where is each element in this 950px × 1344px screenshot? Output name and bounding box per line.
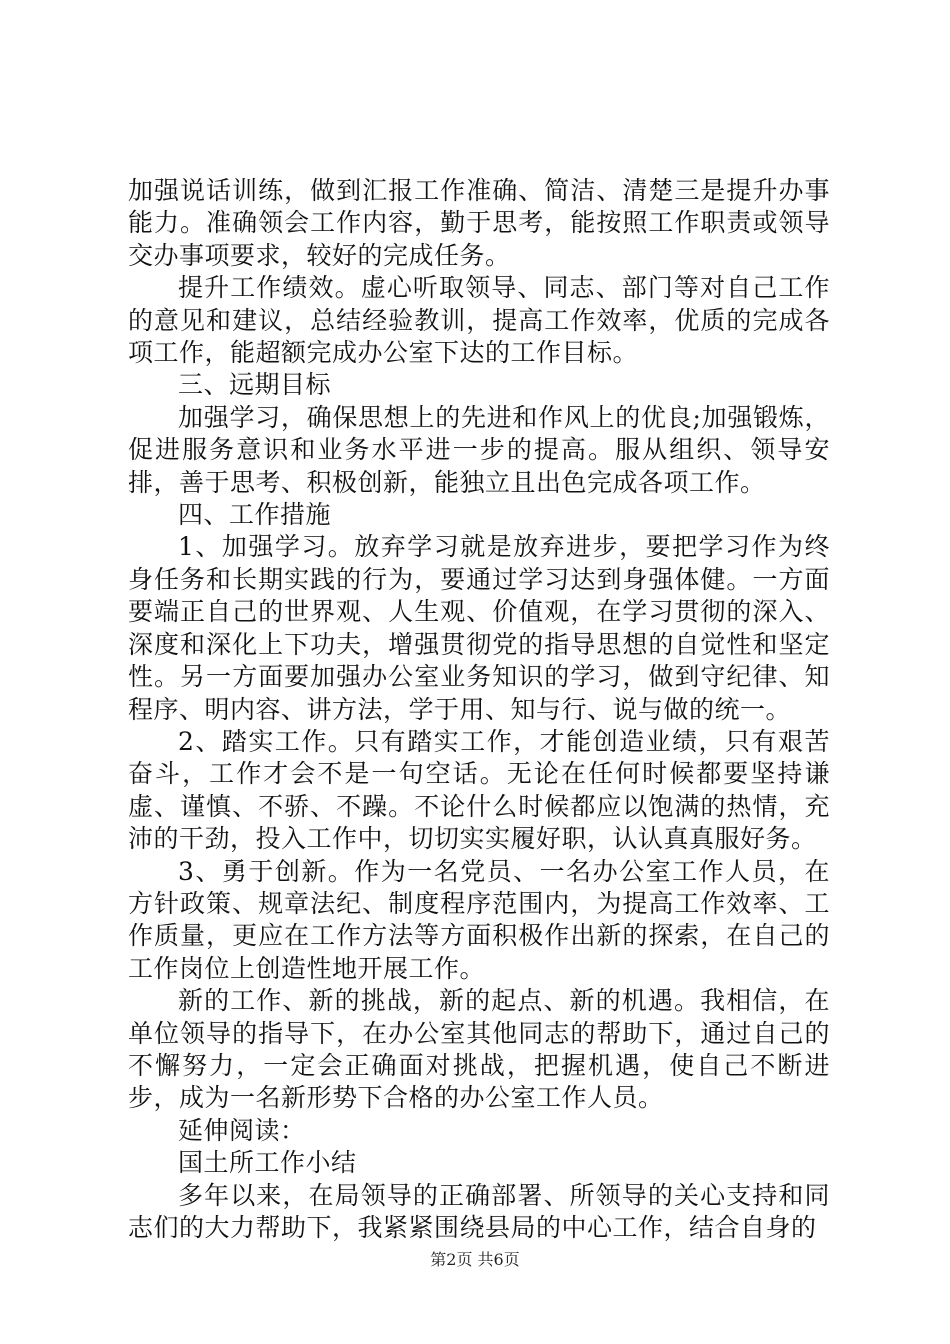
section-heading-5: 四、工作措施 [178,500,332,530]
paragraph-4: 加强学习，确保思想上的先进和作风上的优良;加强锻炼，促进服务意识和业务水平进一步的提高。服从组织、领导安排，善于思考、积极创新，能独立且出色完成各项工作。 [128,402,830,497]
section-heading-3: 三、远期目标 [178,370,332,400]
paragraph-12: 多年以来，在局领导的正确部署、所领导的关心支持和同志们的大力帮助下，我紧紧围绕县局的中心工作，结合自身的 [128,1180,830,1242]
paragraph-2: 提升工作绩效。虚心听取领导、同志、部门等对自己工作的意见和建议，总结经验教训，提高工作效率，优质的完成各项工作，能超额完成办公室下达的工作目标。 [128,273,830,368]
paragraph-1: 加强说话训练，做到汇报工作准确、简洁、清楚三是提升办事能力。准确领会工作内容，勤于思考，能按照工作职责或领导交办事项要求，较好的完成任务。 [128,176,830,270]
document-body [128,175,830,1244]
paragraph-8: 3、勇于创新。作为一名党员、一名办公室工作人员，在方针政策、规章法纪、制度程序范围内，为提高工作效率、工作质量，更应在工作方法等方面积极作出新的探索，在自己的工作岗位上创造性地开展工作。 [128,856,830,983]
paragraph-6: 1、加强学习。放弃学习就是放弃进步，要把学习作为终身任务和长期实践的行为，要通过学习达到身强体健。一方面要端正自己的世界观、人生观、价值观，在学习贯彻的深入、深度和深化上下功夫，增强贯彻党的指导思想的自觉性和坚定性。另一方面要加强办公室业务知识的学习，做到守纪律、知程序、明内容、讲方法，学于用、知与行、说与做的统一。 [128,532,830,724]
paragraph-7: 2、踏实工作。只有踏实工作，才能创造业绩，只有艰苦奋斗，工作才会不是一句空话。无论在任何时候都要坚持谦虚、谨慎、不骄、不躁。不论什么时候都应以饱满的热情，充沛的干劲，投入工作中，切切实实履好职，认认真真服好务。 [128,726,830,854]
extended-reading-label: 延伸阅读： [178,1115,306,1145]
page-number-footer: 第2页 共6页 [430,1250,520,1269]
paragraph-9: 新的工作、新的挑战，新的起点、新的机遇。我相信，在单位领导的指导下，在办公室其他同志的帮助下，通过自己的不懈努力，一定会正确面对挑战，把握机遇，使自己不断进步，成为一名新形势下合格的办公室工作人员。 [128,986,830,1113]
article-title: 国土所工作小结 [178,1148,357,1178]
